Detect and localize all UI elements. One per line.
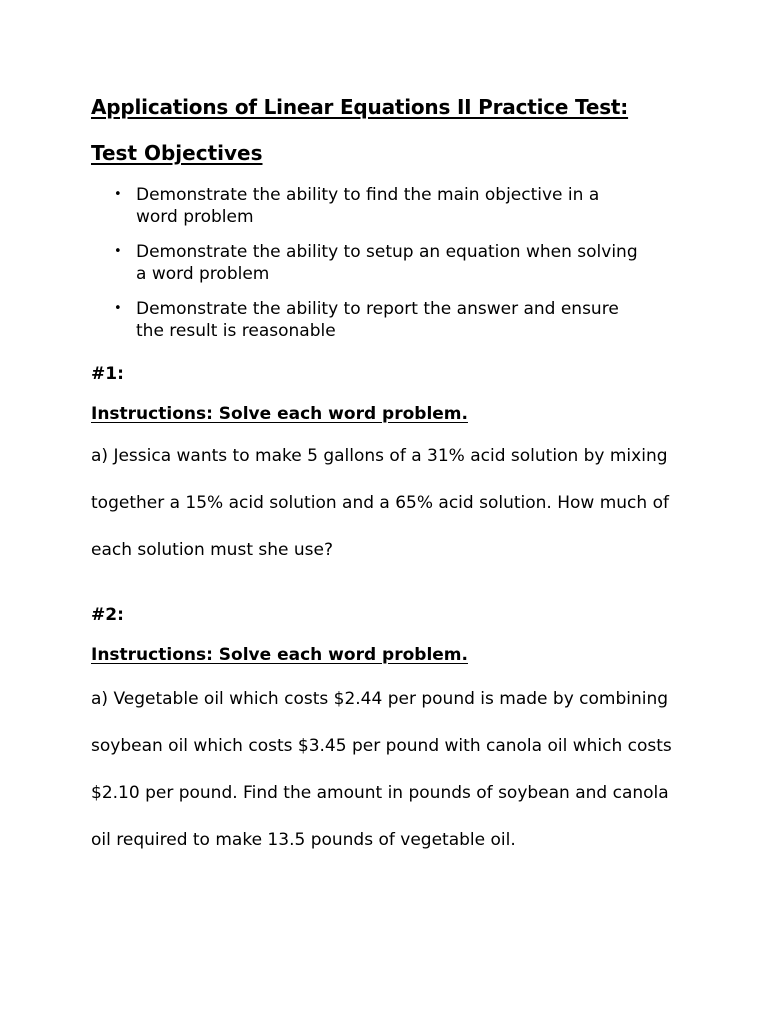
objective-item [0,298,646,342]
question-number: #1: [91,364,124,384]
objective-item [0,184,646,228]
bullet-icon: • [114,187,122,202]
objective-text: Demonstrate the ability to report the answer and ensure the result is reasonable [136,299,619,341]
question-number: #2: [91,605,124,625]
bullet-icon: • [114,301,122,316]
question-instructions: Instructions: Solve each word problem. [91,404,468,424]
question-instructions: Instructions: Solve each word problem. [91,645,468,665]
objectives-heading: Test Objectives [91,141,263,165]
question-problem: a) Vegetable oil which costs $2.44 per pound is made by combining soybean oil which costs $3.45 per pound with canola oil which costs $2.10 per pound. Find the amount in pounds of soybean and canola oil required to make 13.5 pounds of vegetable oil. [91,689,672,850]
objective-text: Demonstrate the ability to find the main objective in a word problem [136,185,600,227]
bullet-icon: • [114,244,122,259]
page-title: Applications of Linear Equations II Practice Test: [91,95,629,119]
question-problem: a) Jessica wants to make 5 gallons of a 31% acid solution by mixing together a 15% acid solution and a 65% acid solution. How much of each solution must she use? [91,446,669,560]
objective-text: Demonstrate the ability to setup an equation when solving a word problem [136,242,638,284]
objectives-list [0,184,768,355]
objective-item [0,241,646,285]
